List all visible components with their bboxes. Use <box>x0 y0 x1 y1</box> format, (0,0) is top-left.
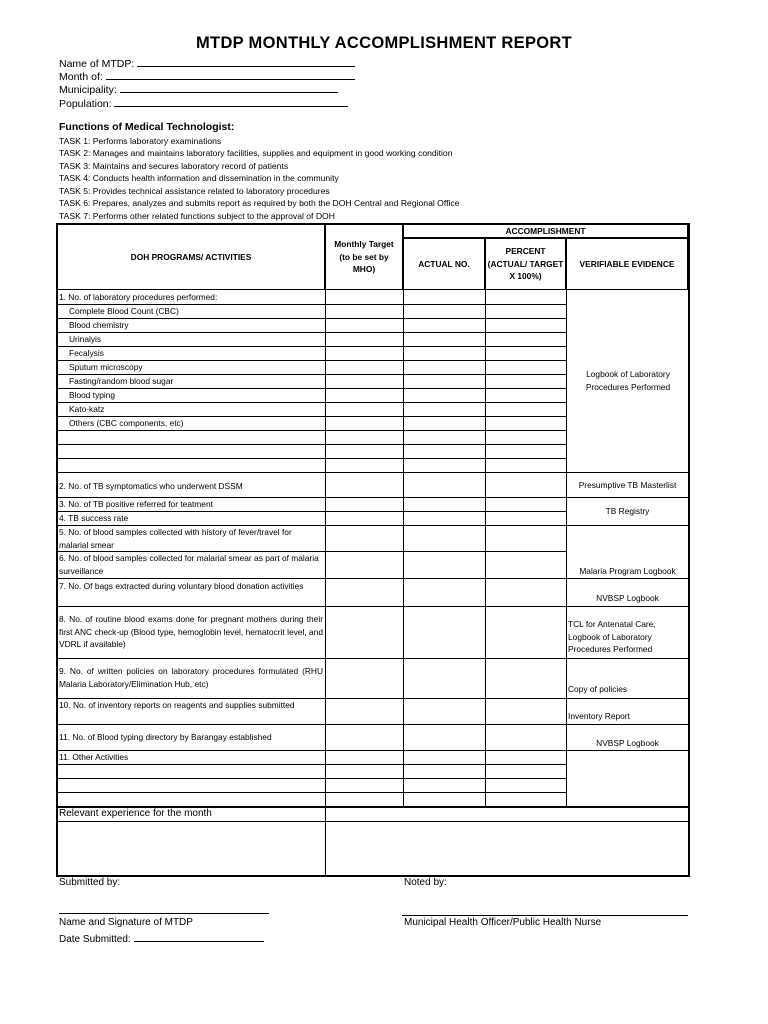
table-row: 6. No. of blood samples collected for malarial smear as part of malaria surveillance <box>59 553 319 576</box>
report-title: MTDP MONTHLY ACCOMPLISHMENT REPORT <box>196 34 572 52</box>
table-row: 5. No. of blood samples collected with history of fever/travel for malarial smear <box>59 527 292 550</box>
table-row: 11. No. of Blood typing directory by Barangay established <box>59 732 272 742</box>
field-line <box>137 56 355 67</box>
row-divider <box>57 346 566 347</box>
task-item: TASK 1: Performs laboratory examinations <box>59 136 222 146</box>
table-row: Blood typing <box>69 390 116 400</box>
header-evidence: VERIFIABLE EVIDENCE <box>579 259 675 269</box>
header-programs: DOH PROGRAMS/ ACTIVITIES <box>130 252 252 262</box>
row-divider <box>57 388 566 389</box>
evidence-text: NVBSP Logbook <box>596 738 659 748</box>
table-row: Urinalyis <box>69 334 102 344</box>
row-divider <box>57 658 566 659</box>
row-divider <box>57 402 566 403</box>
header-accomplishment: ACCOMPLISHMENT <box>505 226 586 236</box>
evidence-divider <box>566 578 688 579</box>
field-name-of-mtdp[interactable] <box>59 56 355 70</box>
evidence-divider <box>566 698 688 699</box>
row-divider <box>57 578 566 579</box>
evidence-text: TB Registry <box>605 506 650 516</box>
table-row: Fecalysis <box>69 348 104 358</box>
evidence-divider <box>566 497 688 498</box>
row-divider <box>57 778 566 779</box>
date-submitted-label: Date Submitted: <box>59 934 131 945</box>
table-row: 9. No. of written policies on laboratory procedures formulated (RHU Malaria Laboratory/Elimination Hub, etc) <box>59 666 323 689</box>
officer-label: Municipal Health Officer/Public Health Nurse <box>404 917 602 928</box>
officer-signature-line[interactable] <box>402 915 688 916</box>
row-divider <box>57 511 566 512</box>
field-month-of[interactable] <box>59 69 355 83</box>
row-divider <box>57 318 566 319</box>
evidence-text: Inventory Report <box>568 711 630 721</box>
field-label: Population: <box>59 98 112 110</box>
header-target: Monthly Target (to be set by MHO) <box>334 239 394 274</box>
field-line <box>114 96 348 107</box>
row-divider <box>57 764 566 765</box>
field-municipality[interactable] <box>59 82 338 96</box>
table-row: 1. No. of laboratory procedures performed: <box>59 292 218 302</box>
task-item: TASK 5: Provides technical assistance related to laboratory procedures <box>59 186 330 196</box>
row-divider <box>57 750 566 751</box>
table-row: Blood chemistry <box>69 320 129 330</box>
row-divider <box>57 792 566 793</box>
col-divider <box>485 290 486 806</box>
field-label: Name of MTDP: <box>59 58 135 70</box>
noted-by-label: Noted by: <box>404 877 447 888</box>
field-label: Municipality: <box>59 84 117 96</box>
table-row: 2. No. of TB symptomatics who underwent DSSM <box>59 481 243 491</box>
evidence-divider <box>566 658 688 659</box>
table-row: Fasting/random blood sugar <box>69 376 174 386</box>
row-divider <box>57 472 566 473</box>
table-row: 11. Other Activities <box>59 752 129 762</box>
date-submitted-field[interactable] <box>59 931 264 945</box>
header-actual: ACTUAL NO. <box>418 259 470 269</box>
task-item: TASK 6: Prepares, analyzes and submits report as required by both the DOH Central and Regional Office <box>59 198 460 208</box>
row-divider <box>57 430 566 431</box>
evidence-divider <box>566 525 688 526</box>
col-divider <box>403 290 404 806</box>
evidence-divider <box>566 724 688 725</box>
functions-heading: Functions of Medical Technologist: <box>59 121 235 133</box>
table-row: Sputum microscopy <box>69 362 143 372</box>
row-divider <box>57 606 566 607</box>
signature-line[interactable] <box>59 913 269 914</box>
evidence-text: Presumptive TB Masterlist <box>578 480 677 490</box>
table-row: 8. No. of routine blood exams done for pregnant mothers during their first ANC check-up (Blood type, hemoglobin level, hematocrit level, and VDRL if available) <box>59 614 323 649</box>
col-divider <box>325 290 326 876</box>
field-population[interactable] <box>59 96 348 110</box>
task-item: TASK 2: Manages and maintains laboratory facilities, supplies and equipment in good working condition <box>59 148 453 158</box>
evidence-text: NVBSP Logbook <box>596 593 659 603</box>
field-line <box>120 82 338 93</box>
evidence-divider <box>566 606 688 607</box>
table-row: Complete Blood Count (CBC) <box>69 306 179 316</box>
row-divider <box>57 332 566 333</box>
relevant-experience-label: Relevant experience for the month <box>59 808 212 819</box>
field-line <box>134 931 264 942</box>
task-item: TASK 4: Conducts health information and dissemination in the community <box>59 173 339 183</box>
relevant-divider <box>57 821 688 822</box>
evidence-divider <box>566 750 688 751</box>
task-item: TASK 3: Maintains and secures laboratory record of patients <box>59 161 289 171</box>
table-row: Others (CBC components, etc) <box>69 418 184 428</box>
submitted-by-label: Submitted by: <box>59 877 121 888</box>
evidence-text: Copy of policies <box>568 684 628 694</box>
evidence-text: Malaria Program Logbook <box>579 566 676 576</box>
col-divider <box>566 290 567 806</box>
evidence-text: Logbook of Laboratory Procedures Performed <box>585 369 671 392</box>
row-divider <box>57 724 566 725</box>
name-signature-label: Name and Signature of MTDP <box>59 917 193 928</box>
row-divider <box>57 458 566 459</box>
task-item: TASK 7: Performs other related functions subject to the approval of DOH <box>59 211 335 221</box>
field-label: Month of: <box>59 71 103 83</box>
table-row: Kato-katz <box>69 404 105 414</box>
field-line <box>106 69 355 80</box>
evidence-text: TCL for Antenatal Care, Logbook of Laboratory Procedures Performed <box>568 619 656 654</box>
table-row: 4. TB success rate <box>59 513 129 523</box>
table-row: 10. No. of inventory reports on reagents and supplies submitted <box>59 700 295 710</box>
table-row: 7. No. Of bags extracted during voluntary blood donation activities <box>59 581 304 591</box>
evidence-divider <box>566 472 688 473</box>
header-percent: PERCENT (ACTUAL/ TARGET X 100%) <box>487 246 564 281</box>
row-divider <box>57 444 566 445</box>
table-row: 3. No. of TB positive referred for teatment <box>59 499 213 509</box>
